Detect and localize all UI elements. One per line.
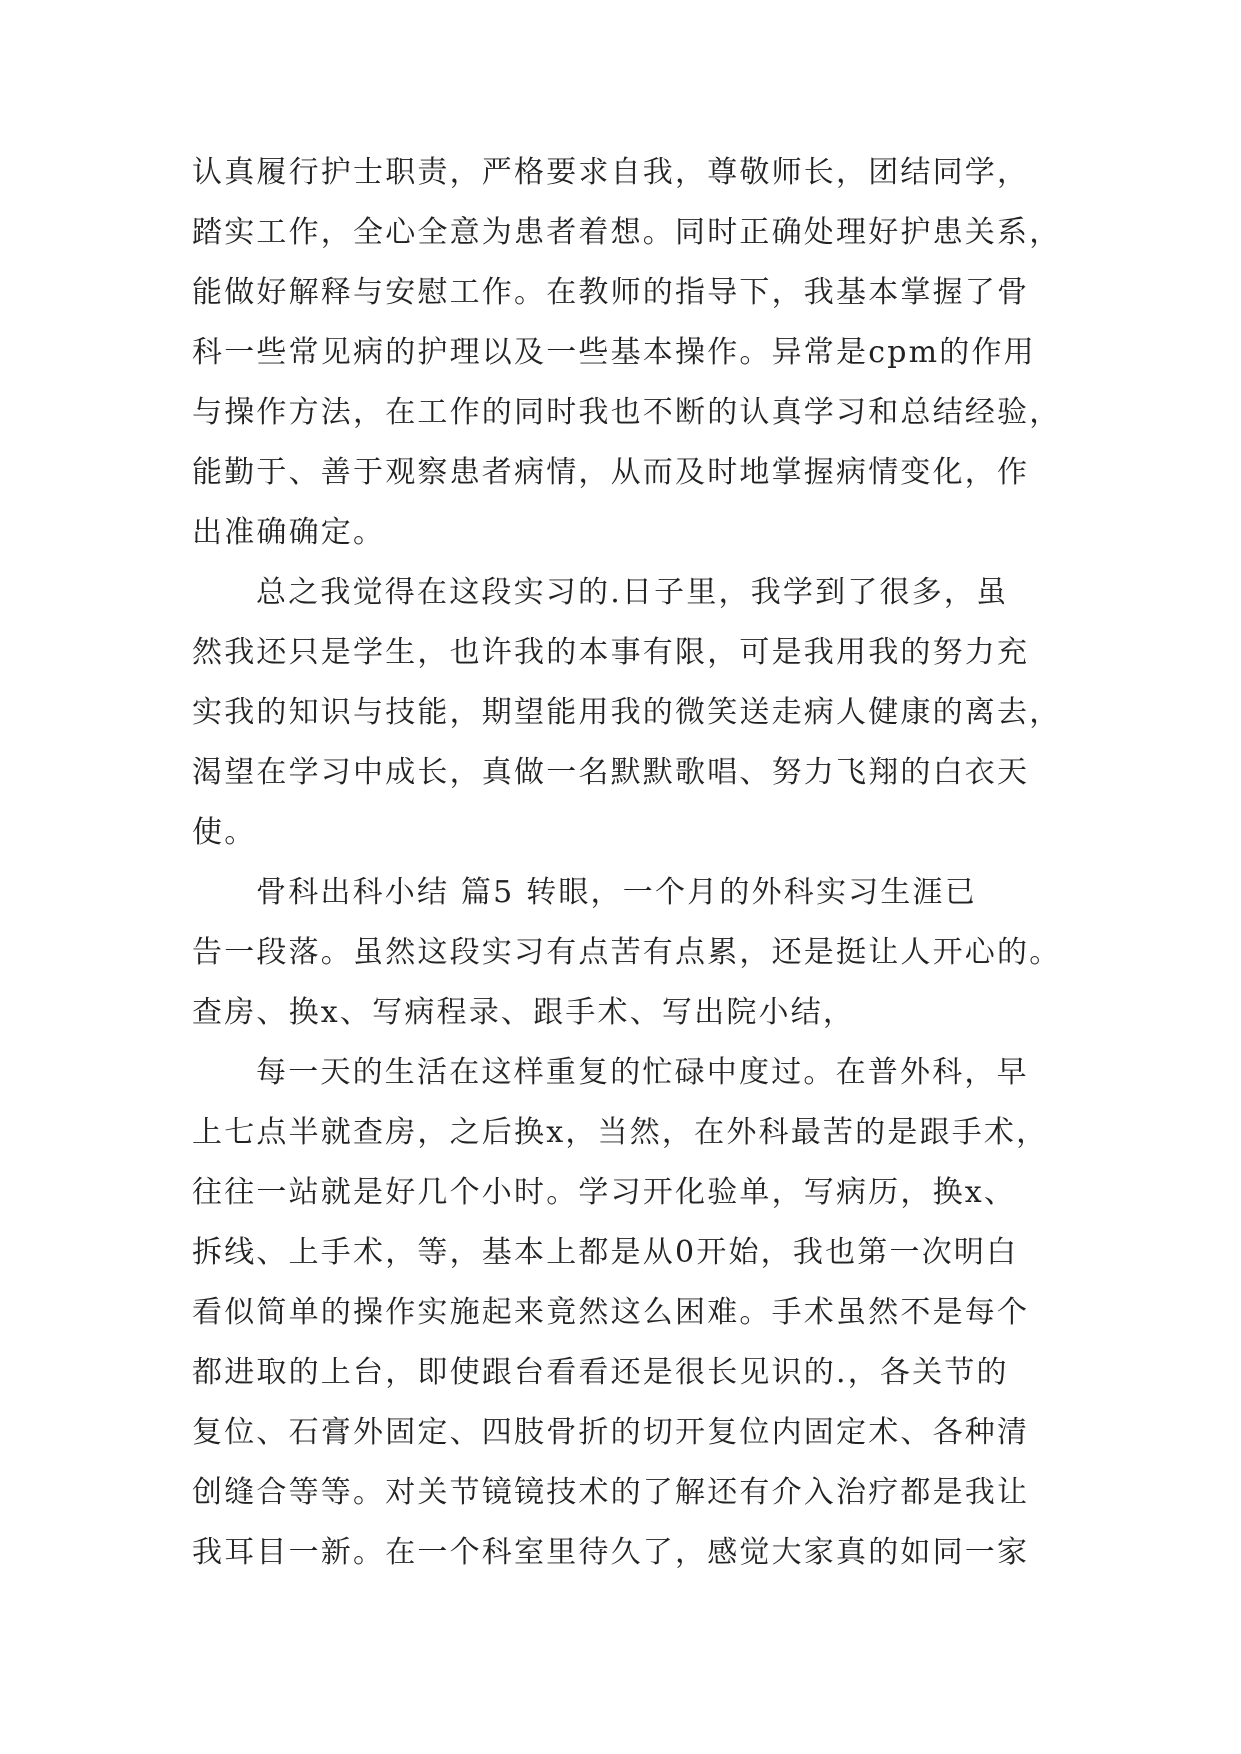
text-line: 都进取的上台，即使跟台看看还是很长见识的.，各关节的 [192,1355,1009,1390]
paragraph-first-line: 每一天的生活在这样重复的忙碌中度过。在普外科，早 [256,1055,1029,1090]
text-line: 上七点半就查房，之后换x，当然，在外科最苦的是跟手术， [192,1115,1049,1150]
text-line: 查房、换x、写病程录、跟手术、写出院小结， [192,995,856,1030]
text-line: 告一段落。虽然这段实习有点苦有点累，还是挺让人开心的。 [192,935,1062,970]
text-line: 使。 [192,815,257,850]
text-line: 拆线、上手术，等，基本上都是从0开始，我也第一次明白 [192,1235,1019,1270]
text-line: 与操作方法，在工作的同时我也不断的认真学习和总结经验， [192,395,1062,430]
text-line: 创缝合等等。对关节镜镜技术的了解还有介入治疗都是我让 [192,1475,1030,1510]
text-line: 认真履行护士职责，严格要求自我，尊敬师长，团结同学， [192,155,1030,190]
text-line: 实我的知识与技能，期望能用我的微笑送走病人健康的离去， [192,695,1062,730]
text-line: 出准确确定。 [192,515,386,550]
text-line: 能勤于、善于观察患者病情，从而及时地掌握病情变化，作 [192,455,1030,490]
text-line: 能做好解释与安慰工作。在教师的指导下，我基本掌握了骨 [192,275,1030,310]
text-line: 往往一站就是好几个小时。学习开化验单，写病历，换x、 [192,1175,1017,1210]
text-line: 复位、石膏外固定、四肢骨折的切开复位内固定术、各种清 [192,1415,1030,1450]
text-line: 看似简单的操作实施起来竟然这么困难。手术虽然不是每个 [192,1295,1030,1330]
text-line: 渴望在学习中成长，真做一名默默歌唱、努力飞翔的白衣天 [192,755,1030,790]
paragraph-first-line: 骨科出科小结 篇5 转眼，一个月的外科实习生涯已 [256,875,977,910]
document-body [192,155,1062,1598]
text-line: 然我还只是学生，也许我的本事有限，可是我用我的努力充 [192,635,1030,670]
text-line: 科一些常见病的护理以及一些基本操作。异常是cpm的作用 [192,335,1036,370]
text-line: 踏实工作，全心全意为患者着想。同时正确处理好护患关系， [192,215,1062,250]
text-line: 我耳目一新。在一个科室里待久了，感觉大家真的如同一家 [192,1535,1030,1570]
paragraph-first-line: 总之我觉得在这段实习的.日子里，我学到了很多，虽 [256,575,1009,610]
